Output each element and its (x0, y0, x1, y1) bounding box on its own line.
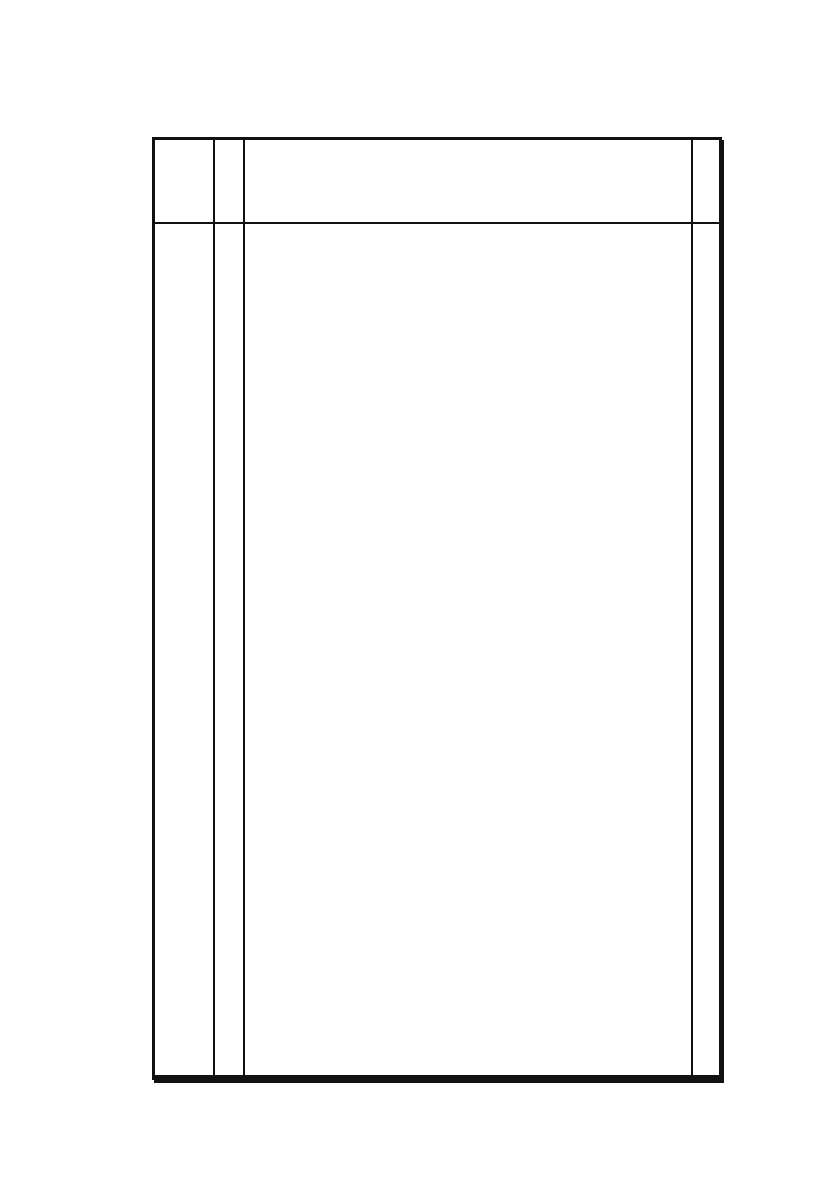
column-divider (213, 140, 215, 1075)
header-julian-date (213, 140, 243, 222)
header-gregorian-date (691, 140, 721, 222)
header-divider (155, 222, 719, 224)
header-days-of-week (155, 140, 213, 222)
column-divider (691, 140, 693, 1075)
calendar-table (152, 137, 722, 1080)
column-divider (243, 140, 245, 1075)
